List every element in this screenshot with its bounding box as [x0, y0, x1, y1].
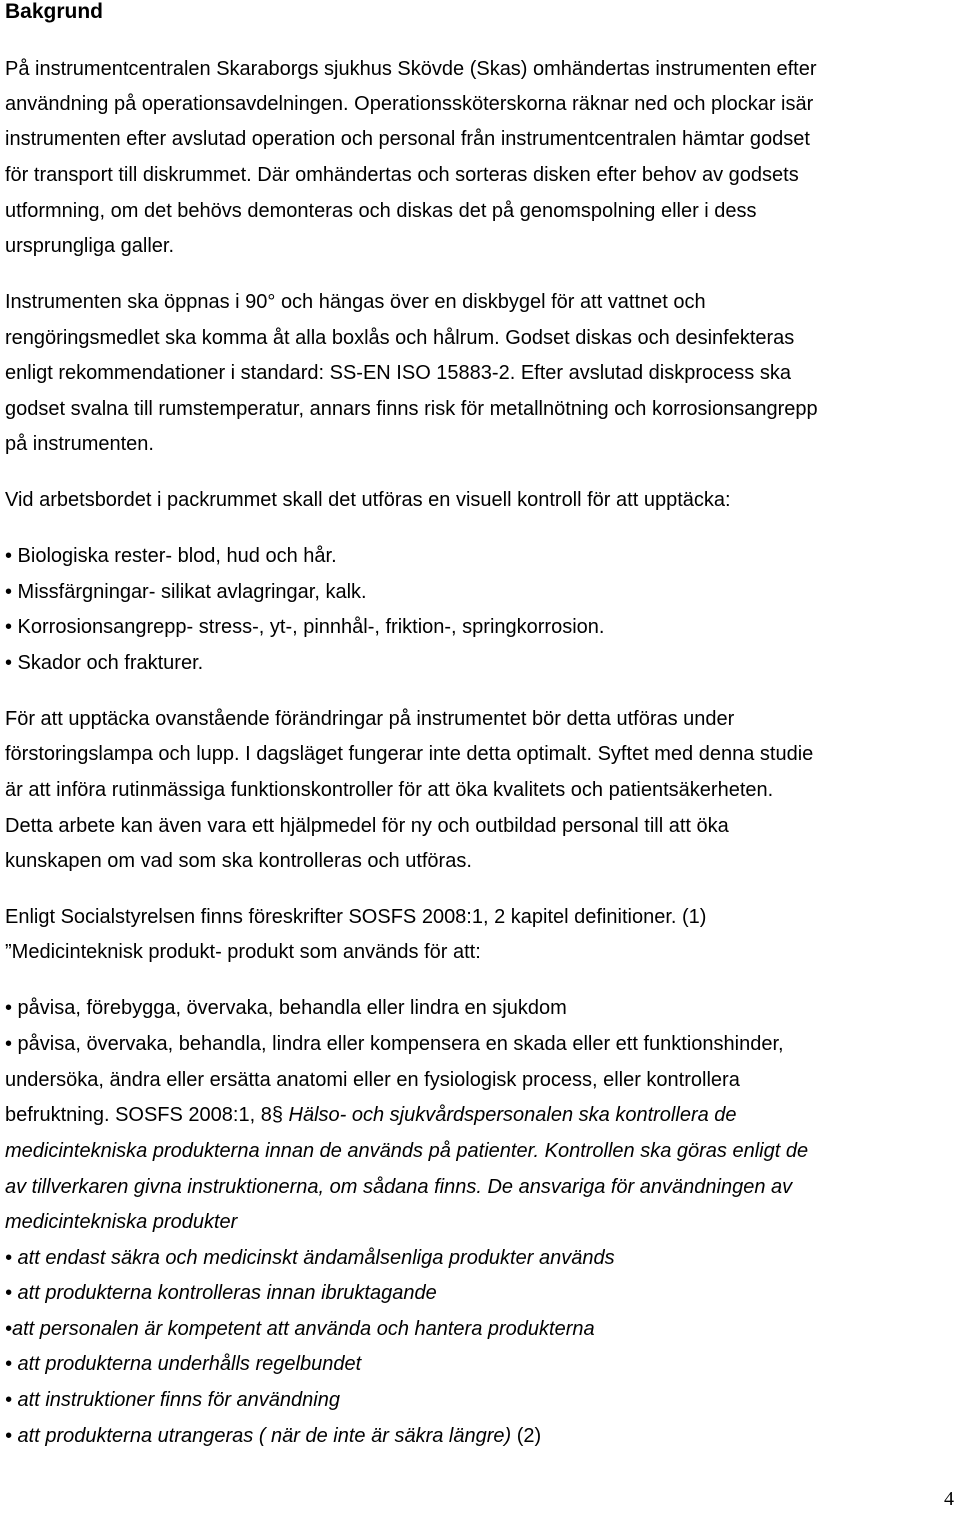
italic-line: medicintekniska produkterna innan de används på patienter. Kontrollen ska göras enligt de	[5, 1140, 809, 1162]
italic-list-item: • att produkterna kontrolleras innan ibruktagande	[5, 1282, 437, 1304]
list-item: • Korrosionsangrepp- stress-, yt-, pinnhål-, friktion-, springkorrosion.	[5, 616, 605, 638]
paragraph-line: ”Medicinteknisk produkt- produkt som används för att:	[5, 941, 481, 963]
paragraph-line: godset svalna till rumstemperatur, annars finns risk för metallnötning och korrosionsangrepp	[5, 398, 818, 420]
paragraph-line	[5, 1103, 737, 1127]
reference-number: (2)	[511, 1425, 542, 1447]
citation-text: befruktning. SOSFS 2008:1, 8§	[5, 1104, 289, 1126]
paragraph-line: För att upptäcka ovanstående förändringar på instrumentet bör detta utföras under	[5, 708, 735, 730]
italic-list-item: • att endast säkra och medicinskt ändamålsenliga produkter används	[5, 1247, 615, 1269]
italic-line: av tillverkaren givna instruktionerna, om sådana finns. De ansvariga för användningen av	[5, 1176, 793, 1198]
paragraph-line: är att införa rutinmässiga funktionskontroller för att öka kvalitets och patientsäkerheten.	[5, 779, 774, 801]
italic-list-item: •att personalen är kompetent att använda och hantera produkterna	[5, 1318, 595, 1340]
paragraph-line: för transport till diskrummet. Där omhändertas och sorteras disken efter behov av godsets	[5, 164, 799, 186]
paragraph-line: Enligt Socialstyrelsen finns föreskrifter SOSFS 2008:1, 2 kapitel definitioner. (1)	[5, 906, 707, 928]
paragraph-line: förstoringslampa och lupp. I dagsläget fungerar inte detta optimalt. Syftet med denna studie	[5, 743, 814, 765]
list-item: • påvisa, övervaka, behandla, lindra eller kompensera en skada eller ett funktionshinder,	[5, 1033, 784, 1055]
italic-quote: Hälso- och sjukvårdspersonalen ska kontrollera de	[288, 1104, 737, 1126]
italic-line: medicintekniska produkter	[5, 1211, 238, 1233]
list-item: • Biologiska rester- blod, hud och hår.	[5, 545, 337, 567]
paragraph-line: utformning, om det behövs demonteras och diskas det på genomspolning eller i dess	[5, 200, 757, 222]
italic-list-item	[5, 1424, 541, 1448]
list-item: • påvisa, förebygga, övervaka, behandla eller lindra en sjukdom	[5, 997, 567, 1019]
paragraph-line: kunskapen om vad som ska kontrolleras och utföras.	[5, 850, 472, 872]
list-item: • Missfärgningar- silikat avlagringar, kalk.	[5, 581, 367, 603]
paragraph-line: Detta arbete kan även vara ett hjälpmedel för ny och outbildad personal till att öka	[5, 815, 729, 837]
section-heading: Bakgrund	[5, 0, 104, 23]
paragraph-line: undersöka, ändra eller ersätta anatomi eller en fysiologisk process, eller kontrollera	[5, 1069, 740, 1091]
paragraph-line: ursprungliga galler.	[5, 235, 174, 257]
italic-list-item: • att instruktioner finns för användning	[5, 1389, 340, 1411]
italic-text: • att produkterna utrangeras ( när de inte är säkra längre)	[5, 1425, 512, 1447]
paragraph-line: instrumenten efter avslutad operation och personal från instrumentcentralen hämtar godset	[5, 128, 810, 150]
list-item: • Skador och frakturer.	[5, 652, 204, 674]
paragraph-line: Vid arbetsbordet i packrummet skall det utföras en visuell kontroll för att upptäcka:	[5, 489, 731, 511]
paragraph-line: Instrumenten ska öppnas i 90° och hängas över en diskbygel för att vattnet och	[5, 291, 706, 313]
paragraph-line: På instrumentcentralen Skaraborgs sjukhus Skövde (Skas) omhändertas instrumenten efter	[5, 58, 817, 80]
italic-list-item: • att produkterna underhålls regelbundet	[5, 1353, 362, 1375]
paragraph-line: på instrumenten.	[5, 433, 154, 455]
paragraph-line: användning på operationsavdelningen. Operationssköterskorna räknar ned och plockar isär	[5, 93, 814, 115]
page-number: 4	[944, 1488, 954, 1510]
paragraph-line: rengöringsmedlet ska komma åt alla boxlås och hålrum. Godset diskas och desinfekteras	[5, 327, 795, 349]
paragraph-line: enligt rekommendationer i standard: SS-EN ISO 15883-2. Efter avslutad diskprocess ska	[5, 362, 791, 384]
